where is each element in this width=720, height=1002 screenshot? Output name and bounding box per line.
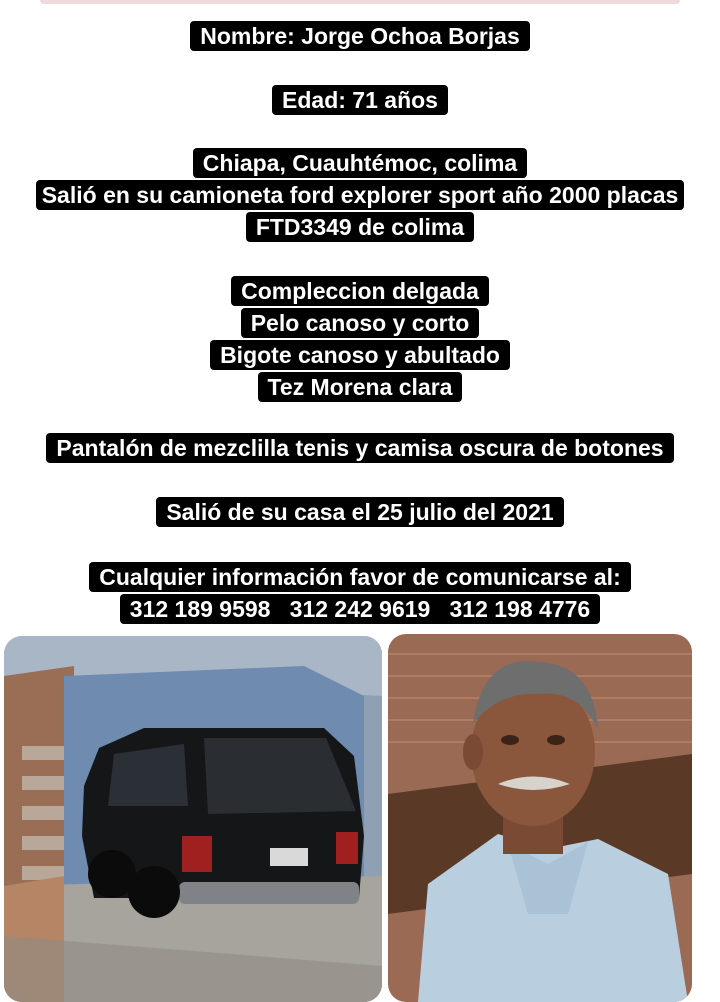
vehicle-illustration bbox=[4, 636, 382, 1002]
date-block bbox=[0, 496, 720, 528]
description-block bbox=[0, 275, 720, 403]
contact-prompt: Cualquier información favor de comunicarse al: bbox=[89, 562, 630, 592]
build-line: Compleccion delgada bbox=[231, 276, 489, 306]
phone-numbers: 312 189 9598 312 242 9619 312 198 4776 bbox=[120, 594, 600, 624]
vehicle-line: Salió en su camioneta ford explorer sport año 2000 placas bbox=[36, 180, 685, 210]
age-label: Edad: 71 años bbox=[272, 85, 448, 115]
vehicle-photo bbox=[4, 636, 382, 1002]
date-line: Salió de su casa el 25 julio del 2021 bbox=[156, 497, 563, 527]
age-block bbox=[0, 84, 720, 116]
clothing-block bbox=[0, 432, 720, 464]
contact-block bbox=[0, 561, 720, 625]
mustache-line: Bigote canoso y abultado bbox=[210, 340, 510, 370]
portrait-photo bbox=[388, 634, 692, 1002]
clothing-line: Pantalón de mezclilla tenis y camisa oscura de botones bbox=[46, 433, 673, 463]
name-label: Nombre: Jorge Ochoa Borjas bbox=[190, 21, 530, 51]
location-line: Chiapa, Cuauhtémoc, colima bbox=[193, 148, 527, 178]
hair-line: Pelo canoso y corto bbox=[241, 308, 480, 338]
complexion-line: Tez Morena clara bbox=[258, 372, 463, 402]
plate-line: FTD3349 de colima bbox=[246, 212, 474, 242]
top-border-strip bbox=[40, 0, 680, 4]
portrait-illustration bbox=[388, 634, 692, 1002]
location-block bbox=[0, 147, 720, 243]
name-block bbox=[0, 20, 720, 52]
